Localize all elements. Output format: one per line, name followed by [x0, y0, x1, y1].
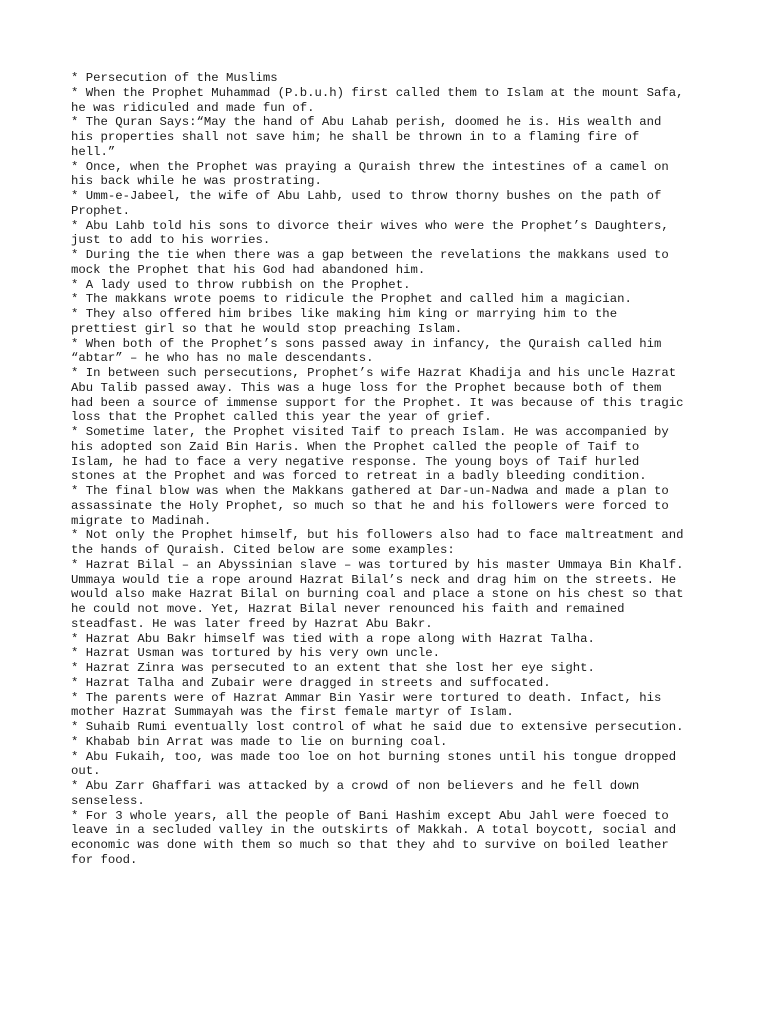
text-line: his adopted son Zaid Bin Haris. When the Prophet called the people of Taif to	[71, 439, 640, 454]
text-line: Abu Talib passed away. This was a huge loss for the Prophet because both of them	[71, 380, 662, 395]
text-line: economic was done with them so much so that they ahd to survive on boiled leather	[71, 838, 669, 852]
text-line: * Umm-e-Jabeel, the wife of Abu Lahb, used to throw thorny bushes on the path of	[71, 189, 662, 203]
text-line: prettiest girl so that he would stop preaching Islam.	[71, 321, 463, 336]
text-line: * Not only the Prophet himself, but his followers also had to face maltreatment and	[71, 528, 684, 543]
text-line: Ummaya would tie a rope around Hazrat Bilal’s neck and drag him on the streets. He	[71, 572, 677, 587]
text-line: * In between such persecutions, Prophet’s wife Hazrat Khadija and his uncle Hazrat	[71, 366, 677, 380]
text-line: mock the Prophet that his God had abandoned him.	[71, 262, 426, 277]
text-line: * Abu Zarr Ghaffari was attacked by a crowd of non believers and he fell down	[71, 779, 640, 793]
text-line: leave in a secluded valley in the outskirts of Makkah. A total boycott, social and	[71, 823, 677, 838]
text-line: * Hazrat Abu Bakr himself was tied with a rope along with Hazrat Talha.	[71, 631, 595, 646]
text-line: * During the tie when there was a gap between the revelations the makkans used to	[71, 248, 669, 262]
text-line: * Suhaib Rumi eventually lost control of what he said due to extensive persecution.	[71, 720, 684, 734]
text-line: * Once, when the Prophet was praying a Quraish threw the intestines of a camel on	[71, 159, 669, 174]
text-line: * For 3 whole years, all the people of Bani Hashim except Abu Jahl were foeced to	[71, 808, 669, 823]
text-line: * The Quran Says:“May the hand of Abu Lahab perish, doomed he is. His wealth and	[71, 115, 662, 130]
text-line: * Sometime later, the Prophet visited Taif to preach Islam. He was accompanied by	[71, 425, 669, 439]
text-line: * Hazrat Talha and Zubair were dragged in streets and suffocated.	[71, 675, 551, 690]
text-line: assassinate the Holy Prophet, so much so that he and his followers were forced to	[71, 498, 669, 513]
text-line: his back while he was prostrating.	[71, 174, 322, 189]
text-line: the hands of Quraish. Cited below are some examples:	[71, 543, 455, 557]
text-line: * Abu Lahb told his sons to divorce their wives who were the Prophet’s Daughters,	[71, 218, 669, 233]
text-line: “abtar” – he who has no male descendants.	[71, 351, 374, 366]
text-line: he was ridiculed and made fun of.	[71, 100, 315, 115]
text-line: * Hazrat Bilal – an Abyssinian slave – was tortured by his master Ummaya Bin Khalf.	[71, 557, 684, 572]
text-line: steadfast. He was later freed by Hazrat Abu Bakr.	[71, 616, 433, 631]
text-line: Prophet.	[71, 203, 131, 218]
text-line: * Khabab bin Arrat was made to lie on burning coal.	[71, 734, 448, 749]
text-line: * When the Prophet Muhammad (P.b.u.h) first called them to Islam at the mount Safa,	[71, 85, 684, 100]
text-line: he could not move. Yet, Hazrat Bilal never renounced his faith and remained	[71, 602, 625, 616]
text-line: * When both of the Prophet’s sons passed away in infancy, the Quraish called him	[71, 336, 662, 351]
text-line: * A lady used to throw rubbish on the Prophet.	[71, 277, 411, 292]
text-line: would also make Hazrat Bilal on burning coal and place a stone on his chest so that	[71, 587, 684, 602]
text-line: hell.”	[71, 144, 116, 159]
text-line: senseless.	[71, 793, 145, 808]
text-line: * Abu Fukaih, too, was made too loe on hot burning stones until his tongue dropped	[71, 749, 677, 764]
text-line: * The makkans wrote poems to ridicule the Prophet and called him a magician.	[71, 292, 632, 307]
text-line: loss that the Prophet called this year the year of grief.	[71, 410, 492, 425]
text-line: * The parents were of Hazrat Ammar Bin Yasir were tortured to death. Infact, his	[71, 690, 662, 705]
text-line: * Persecution of the Muslims	[71, 71, 278, 85]
text-line: mother Hazrat Summayah was the first female martyr of Islam.	[71, 705, 514, 720]
text-line: * The final blow was when the Makkans gathered at Dar-un-Nadwa and made a plan to	[71, 484, 669, 498]
text-line: stones at the Prophet and was forced to retreat in a badly bleeding condition.	[71, 469, 647, 484]
text-line: his properties shall not save him; he shall be thrown in to a flaming fire of	[71, 130, 640, 144]
text-line: migrate to Madinah.	[71, 513, 212, 528]
text-line: * Hazrat Zinra was persecuted to an extent that she lost her eye sight.	[71, 661, 595, 675]
text-line: Islam, he had to face a very negative response. The young boys of Taif hurled	[71, 454, 640, 469]
text-line: * Hazrat Usman was tortured by his very own uncle.	[71, 646, 440, 661]
document-body	[71, 71, 711, 868]
text-line: for food.	[71, 852, 138, 867]
text-line: just to add to his worries.	[71, 233, 271, 248]
text-line: out.	[71, 764, 101, 779]
text-line: * They also offered him bribes like making him king or marrying him to the	[71, 307, 618, 321]
text-line: had been a source of immense support for the Prophet. It was because of this tragic	[71, 395, 684, 410]
